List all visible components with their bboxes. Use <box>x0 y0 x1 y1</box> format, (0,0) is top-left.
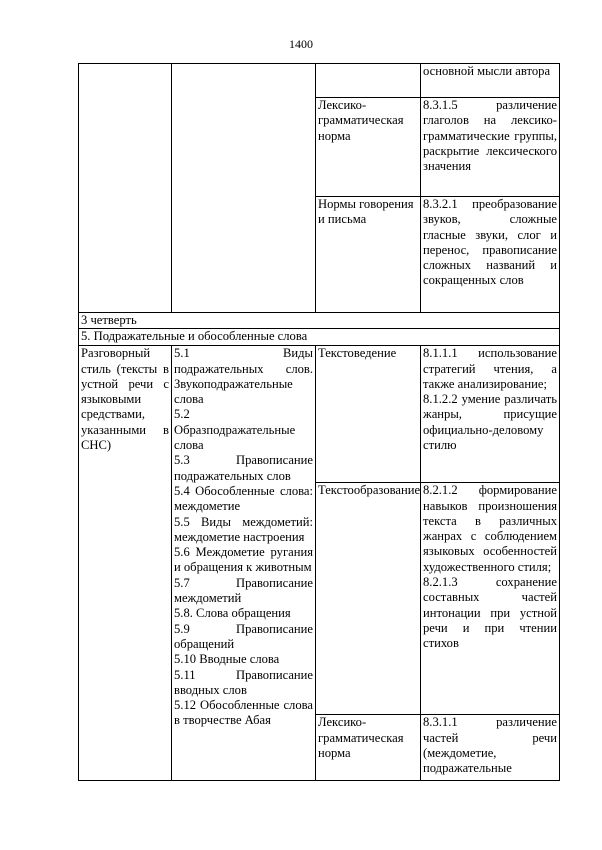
topic-item: 5.12 Обособленные слова в творчестве Абая <box>174 698 313 728</box>
topic-item: 5.5 Виды междометий: междометие настроения <box>174 514 313 544</box>
unit-label: 5. Подражательные и обособленные слова <box>79 329 560 346</box>
section-name: Текстообразование <box>316 483 421 715</box>
theme-cell-empty <box>79 64 172 313</box>
topic-item: 5.4 Обособленные слова: междометие <box>174 483 313 514</box>
learning-goals-cell <box>421 715 560 781</box>
topics-cell-empty <box>172 64 316 313</box>
learning-goal: 8.3.1.1 различение частей речи (междометие, подражательные <box>423 715 557 776</box>
learning-goals-cell <box>421 346 560 483</box>
topic-item: 5.1 Виды подражательных слов. Звукоподражательные слова <box>174 346 313 407</box>
topic-item: 5.3 Правописание подражательных слов <box>174 453 313 483</box>
page-number: 1400 <box>289 37 313 51</box>
learning-goal: 8.1.2.2 умение различать жанры, присущие официально-деловому стилю <box>423 392 557 453</box>
section-name: Текстоведение <box>316 346 421 483</box>
topic-item: 5.10 Вводные слова <box>174 652 280 667</box>
curriculum-table <box>78 63 560 781</box>
table-row <box>79 329 560 346</box>
table-row <box>79 64 560 98</box>
topic-item: 5.9 Правописание обращений <box>174 621 313 651</box>
learning-goal: 8.3.1.5 различение глаголов на лексико-грамматические группы, раскрытие лексического значения <box>421 98 560 197</box>
learning-goal: 8.2.1.3 сохранение составных частей интонации при устной речи и при чтении стихов <box>423 575 557 651</box>
section-name: Лексико-грамматическая норма <box>316 98 421 197</box>
topic-item: 5.8. Слова обращения <box>174 606 291 621</box>
learning-goal: 8.3.2.1 преобразование звуков, сложные гласные звуки, слог и перенос, правописание сложных названий и сокращенных слов <box>421 197 560 313</box>
section-name: Лексико-грамматическая норма <box>316 715 421 781</box>
topic-item: 5.6 Междометие ругания и обращения к животным <box>174 545 313 575</box>
learning-goal: 8.2.1.2 формирование навыков произношения текста в различных жанрах с соблюдением языковых особенностей художественного стиля; <box>423 483 557 574</box>
learning-goal: 8.1.1.1 использование стратегий чтения, а также анализирование; <box>423 346 557 391</box>
learning-goals-cell <box>421 483 560 715</box>
table-row <box>79 346 560 483</box>
quarter-label: 3 четверть <box>79 313 560 329</box>
topic-item: 5.7 Правописание междометий <box>174 575 313 606</box>
learning-goal: основной мысли автора <box>421 64 560 98</box>
theme-cell: Разговорный стиль (тексты в устной речи с языковыми средствами, указанными в СНС) <box>79 346 172 781</box>
topic-item: 5.2 Образподражательные слова <box>174 407 296 453</box>
topics-cell <box>172 346 316 781</box>
table-row <box>79 313 560 329</box>
topic-item: 5.11 Правописание вводных слов <box>174 667 313 697</box>
section-name: Нормы говорения и письма <box>316 197 421 313</box>
section-cell-empty <box>316 64 421 98</box>
